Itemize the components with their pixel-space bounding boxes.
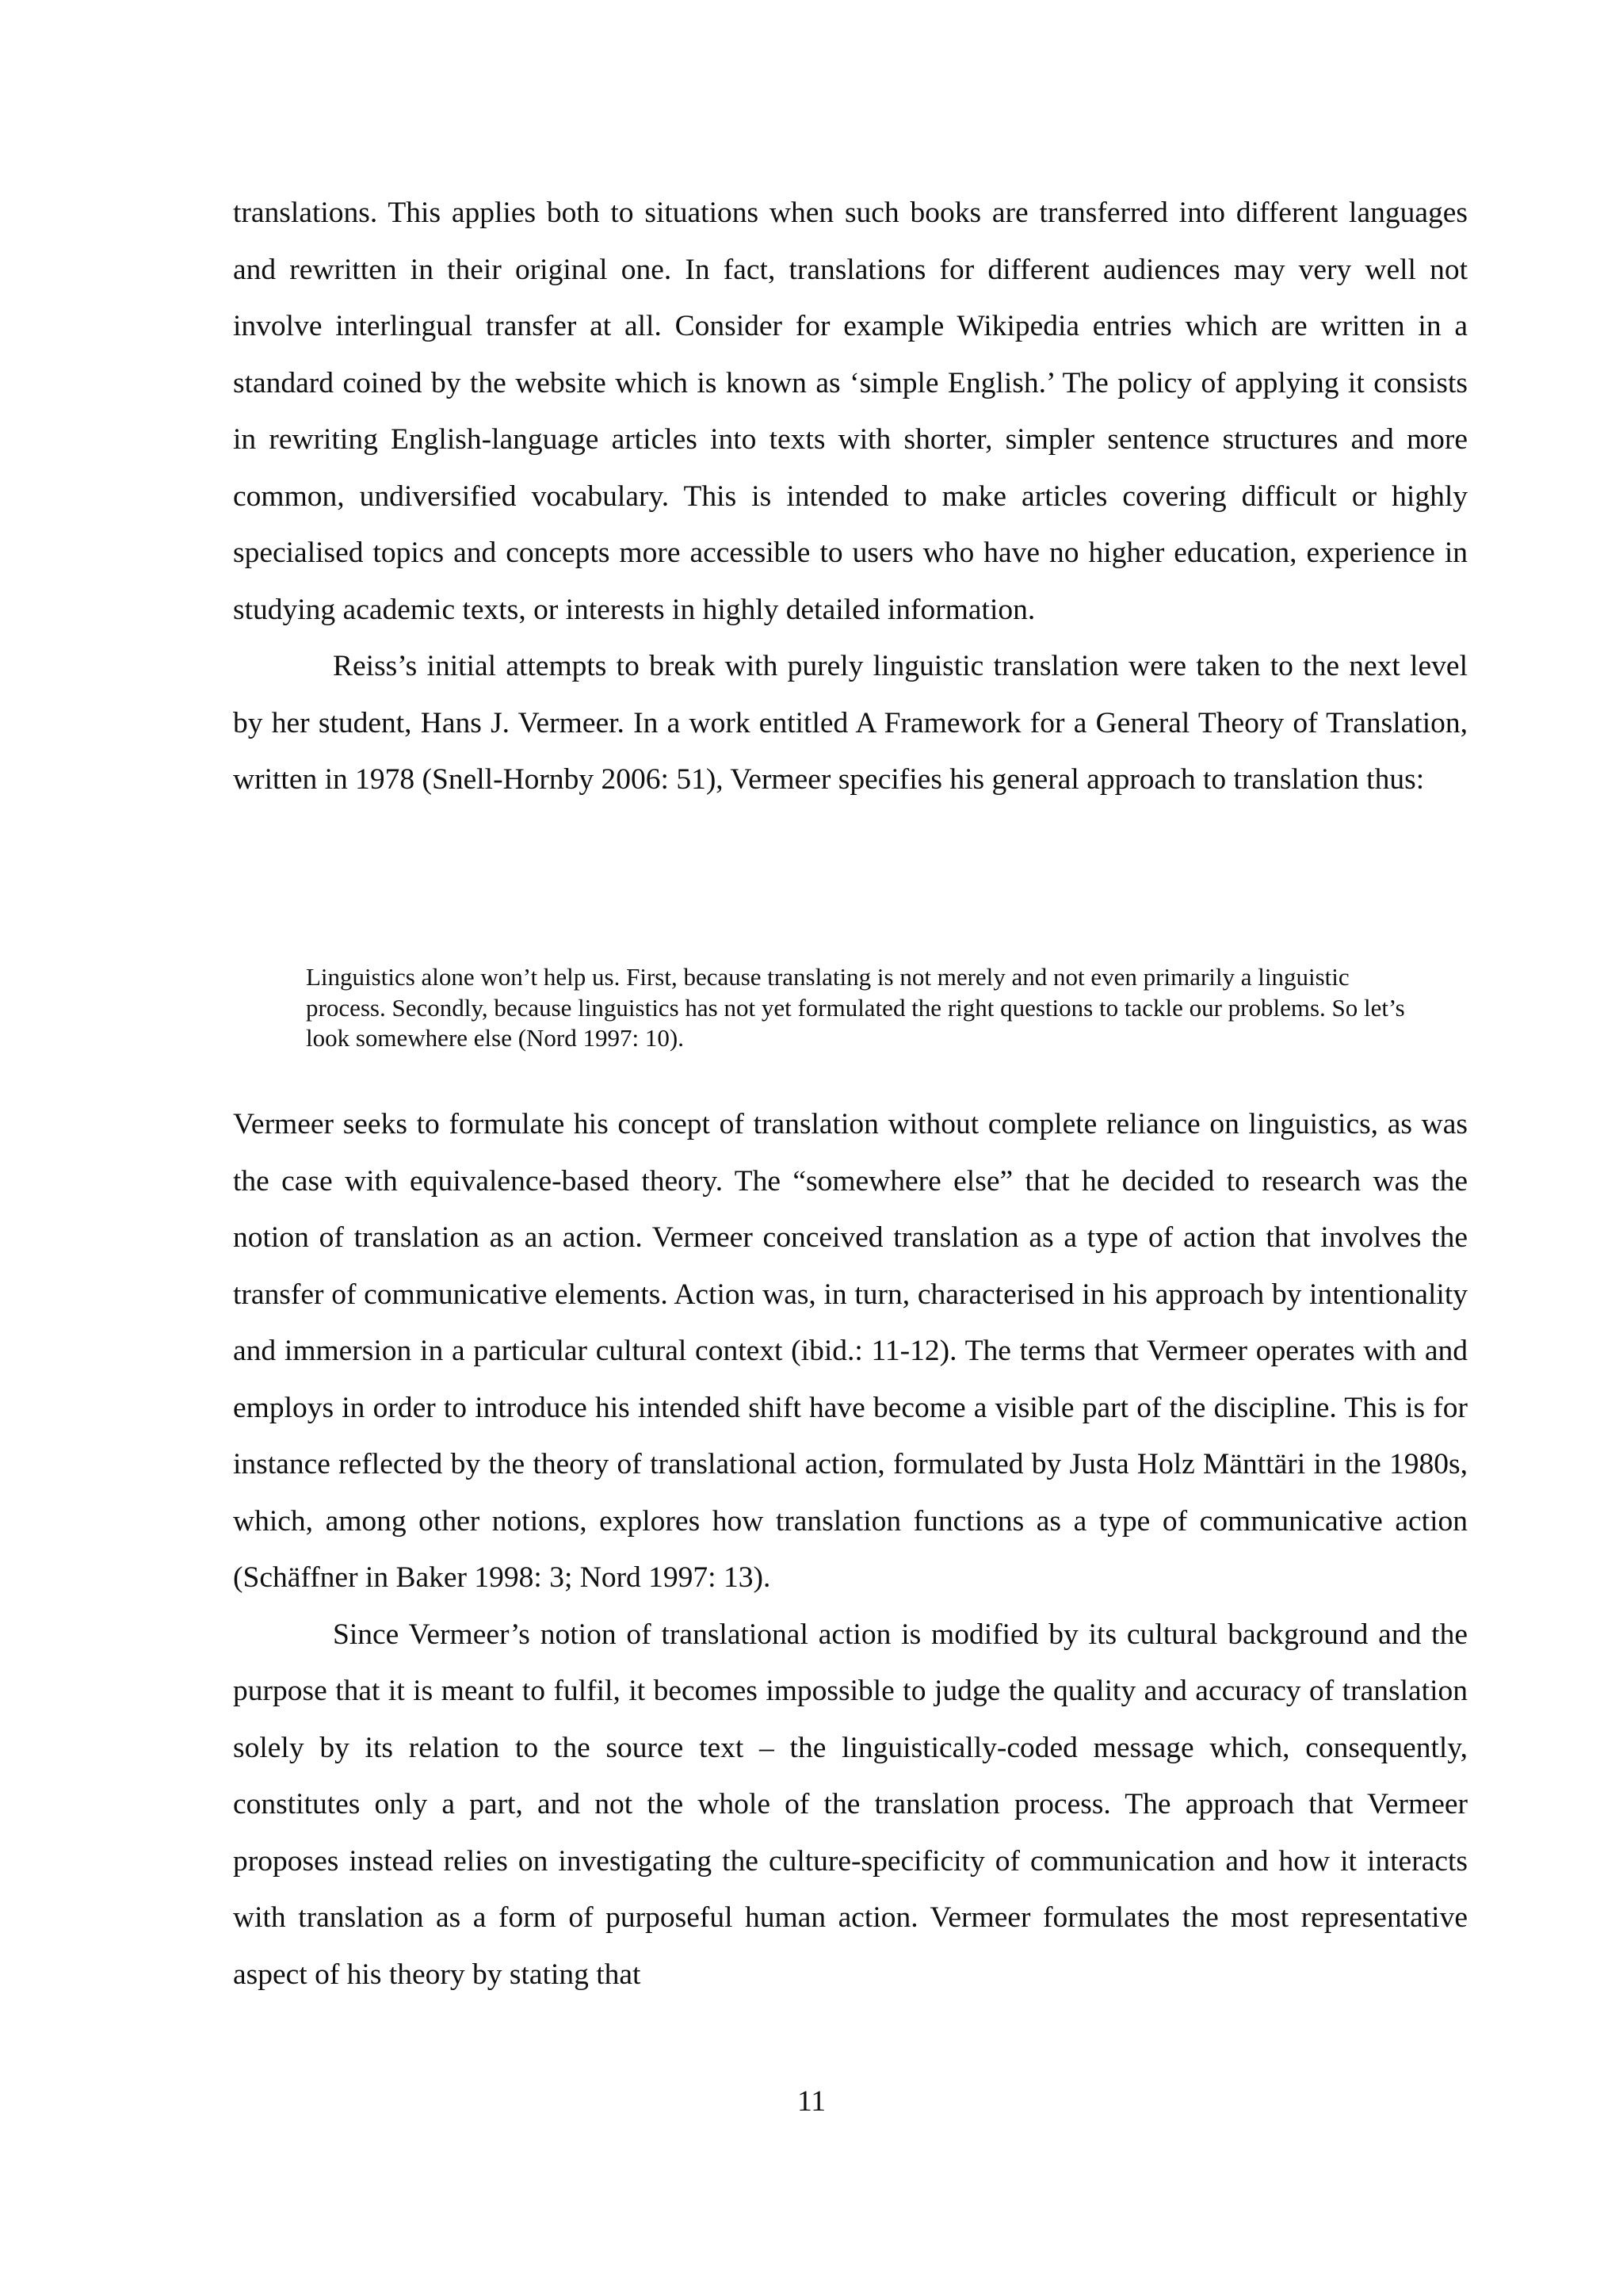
paragraph-translations: translations. This applies both to situations when such books are transferred into different languages and rewritten in their original one. In fact, translations for different audiences may very well not involve interlingual transfer at all. Consider for example Wikipedia entries which are written in a standard coined by the website which is known as ‘simple English.’ The policy of applying it consists in rewriting English-language articles into texts with shorter, simpler sentence structures and more common, undiversified vocabulary. This is intended to make articles covering difficult or highly specialised topics and concepts more accessible to users who have no higher education, experience in studying academic texts, or interests in highly detailed information. — [233, 197, 1468, 626]
paragraph-reiss: Reiss’s initial attempts to break with purely linguistic translation were taken to the next level by her student, Hans J. Vermeer. In a work entitled A Framework for a General Theory of Translation, written in 1978 (Snell-Hornby 2006: 51), Vermeer specifies his general approach to translation thus: — [233, 650, 1468, 796]
block-quote: Linguistics alone won’t help us. First, because translating is not merely and not even primarily a linguistic process. Secondly, because linguistics has not yet formulated the right questions to tackle our problems. So let’s look somewhere else (Nord 1997: 10). — [306, 963, 1405, 1052]
body-text-bottom — [233, 1096, 1468, 2003]
paragraph-translational-action: Since Vermeer’s notion of translational action is modified by its cultural background and the purpose that it is meant to fulfil, it becomes impossible to judge the quality and accuracy of translation solely by its relation to the source text – the linguistically-coded message which, consequently, constitutes only a part, and not the whole of the translation process. The approach that Vermeer proposes instead relies on investigating the culture-specificity of communication and how it interacts with translation as a form of purposeful human action. Vermeer formulates the most representative aspect of his theory by stating that — [233, 1618, 1468, 1991]
body-text-top — [233, 185, 1468, 808]
page-number: 11 — [796, 2085, 827, 2118]
paragraph-vermeer-seeks: Vermeer seeks to formulate his concept of translation without complete reliance on linguistics, as was the case with equivalence-based theory. The “somewhere else” that he decided to research was the notion of translation as an action. Vermeer conceived translation as a type of action that involves the transfer of communicative elements. Action was, in turn, characterised in his approach by intentionality and immersion in a particular cultural context (ibid.: 11-12). The terms that Vermeer operates with and employs in order to introduce his intended shift have become a visible part of the discipline. This is for instance reflected by the theory of translational action, formulated by Justa Holz Mänttäri in the 1980s, which, among other notions, explores how translation functions as a type of communicative action (Schäffner in Baker 1998: 3; Nord 1997: 13). — [233, 1108, 1468, 1594]
